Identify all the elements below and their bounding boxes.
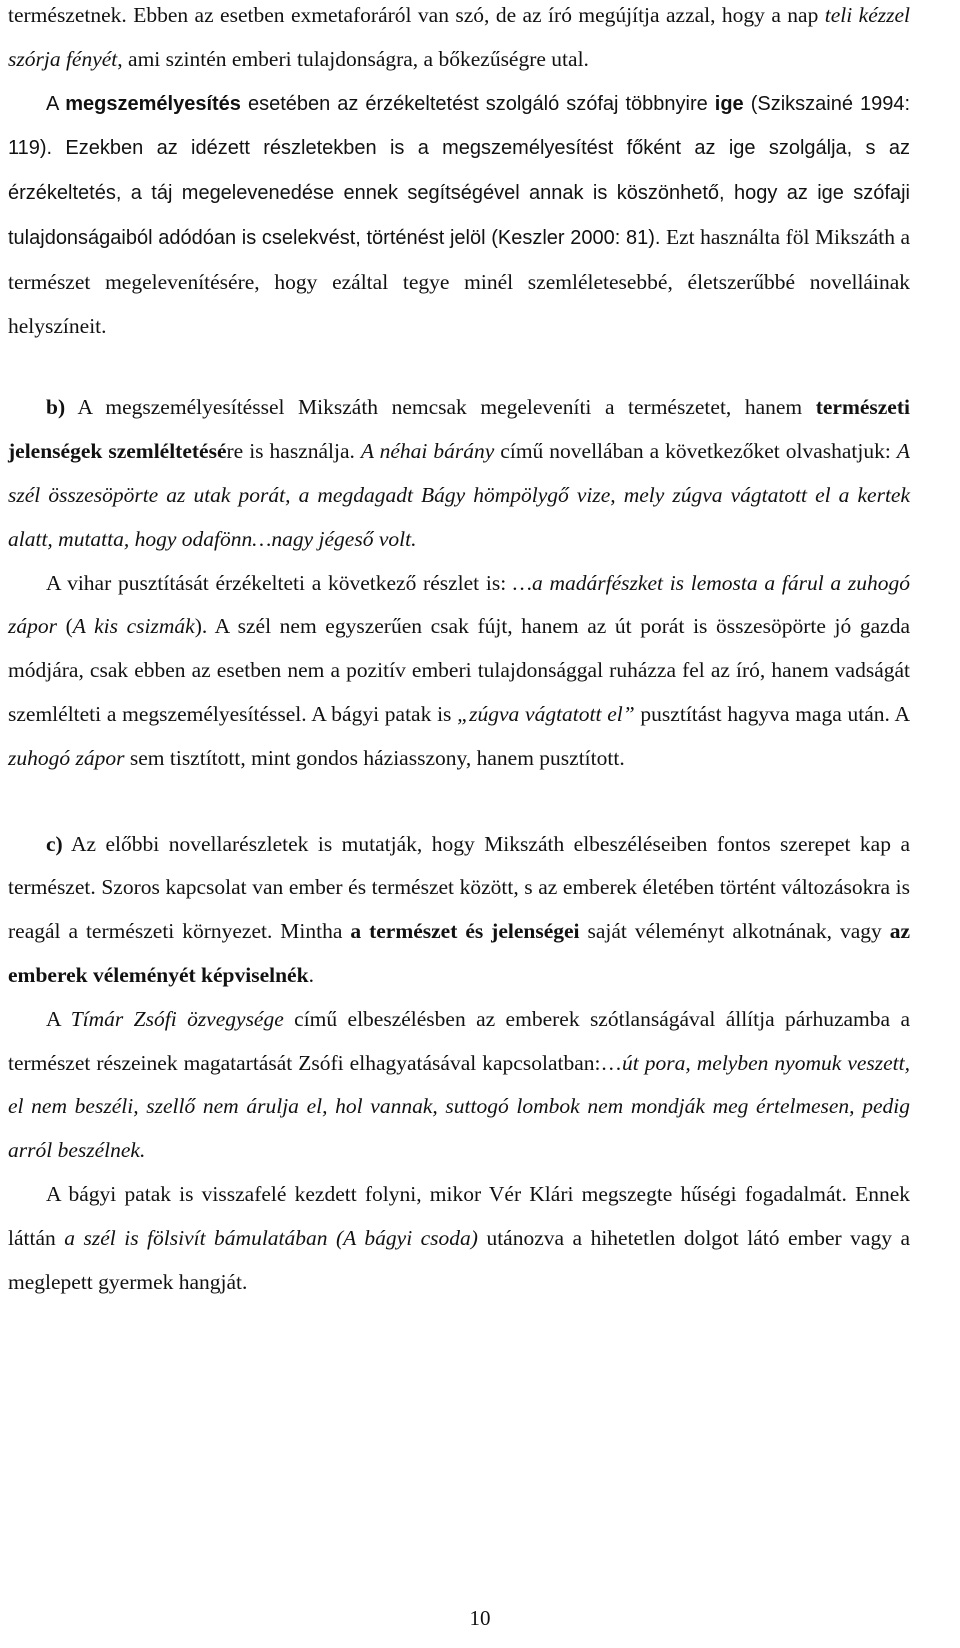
paragraph-2 [8, 82, 910, 349]
paragraph-5 [8, 823, 910, 998]
text-run: című novellában a következőket olvashatjuk: [494, 439, 897, 464]
paragraph-7 [8, 1173, 910, 1304]
text-run: utánozva a hihetetlen dolgot látó ember vagy a meglepett gyermek hangját. [8, 1225, 910, 1294]
section-marker: c) [46, 831, 63, 856]
text-run: ). A szél nem egyszerűen csak fújt, hanem az út porát is összesöpörte jó gazda módjára, csak ebben az esetben nem a pozitív emberi tulajdonsággal ruházza fel az író, hanem vadságát szemlélteti a megszemélyesítéssel. A bágyi patak is [8, 614, 910, 726]
text-run: ( [56, 614, 73, 639]
italic-quote: …a madárfészket is lemosta a fárul a zuhogó zápor [8, 570, 910, 639]
text-run: (Szikszainé 1994: 119). [8, 92, 911, 160]
text-run: természetnek. Ebben az esetben exmetaforáról van szó, de az író megújítja azzal, hogy a nap [8, 3, 825, 27]
text-run: című elbeszélésben az emberek szótlanságával állítja párhuzamba a természet részeinek magatartását Zsófi elhagyatásával kapcsolatban:… [8, 1006, 910, 1075]
italic-quote: út pora, melyben nyomuk veszett, el nem beszéli, szellő nem árulja el, hol vannak, suttogó lombok nem mondják meg értelmesen, pedig arról beszélnek. [8, 1050, 911, 1163]
text-run: sem tisztított, mint gondos háziasszony, hanem pusztított. [124, 745, 625, 770]
text-run: A vihar pusztítását érzékelteti a következő részlet is: [46, 570, 513, 595]
text-run: re is használja. [226, 439, 361, 464]
text-run: . [308, 962, 314, 987]
bold-term: ige [714, 92, 744, 115]
text-run: Az előbbi novellarészletek is mutatják, hogy Mikszáth elbeszéléseiben fontos szerepet kap a természet. Szoros kapcsolat van ember és természet között, s az emberek életében történt változásokra is reagál a természeti környezet. Mintha [8, 831, 910, 944]
paragraph-3 [8, 386, 910, 561]
text-run: A megszemélyesítéssel Mikszáth nemcsak megeleveníti a természetet, hanem [65, 395, 816, 420]
section-marker: b) [46, 395, 66, 420]
text-run: A [46, 92, 66, 115]
bold-term: a természet és jelenségei [350, 919, 580, 944]
text-run: , ami szintén emberi tulajdonságra, a bőkezűségre utal. [117, 46, 589, 71]
italic-title: A néhai bárány [360, 439, 495, 464]
italic-quote: a szél is fölsivít bámulatában (A bágyi csoda) [64, 1225, 478, 1250]
document-page [8, 0, 910, 1304]
bold-term: megszemélyesítés [65, 92, 241, 115]
text-run: A [46, 1006, 71, 1031]
paragraph-6 [8, 998, 910, 1173]
text-run: Ezekben az idézett részletekben is a megszemélyesítést főként az ige szolgálja, s az érzékeltetés, a táj megelevenedése ennek segítségével annak is köszönhető, hogy az ige szófaji tulajdonságaiból adódóan is cselekvést, történést jelöl (Keszler 2000: 81). [8, 137, 910, 249]
italic-quote: zuhogó zápor [8, 745, 125, 770]
italic-quote: teli kézzel szórja fényét [8, 3, 910, 71]
bold-term: természeti jelenségek szemléltetésé [8, 395, 910, 464]
italic-title: Tímár Zsófi özvegysége [70, 1006, 284, 1031]
italic-quote: A szél összesöpörte az utak porát, a megdagadt Bágy hömpölygő vize, mely zúgva vágtatott el a kertek alatt, mutatta, hogy odafönn…nagy jégeső volt. [8, 439, 910, 551]
italic-quote: „zúgva vágtatott el” [457, 701, 635, 726]
text-run: esetében az érzékeltetést szolgáló szófaj többnyire [240, 92, 715, 115]
page-number: 10 [469, 1606, 491, 1630]
text-run: A bágyi patak is visszafelé kezdett folyni, mikor Vér Klári megszegte hűségi fogadalmát. Ennek láttán [8, 1181, 910, 1250]
paragraph-4 [8, 562, 910, 781]
text-run: Ezt használta föl Mikszáth a természet megelevenítésére, hogy ezáltal tegye minél szemléletesebbé, életszerűbbé novelláinak helyszíneit. [8, 224, 910, 338]
paragraph-1 [8, 0, 910, 82]
text-run: pusztítást hagyva maga után. A [634, 701, 910, 726]
italic-title: A kis csizmák [72, 614, 195, 639]
bold-term: az emberek véleményét képviselnék [8, 919, 910, 987]
text-run: saját véleményt alkotnának, vagy [579, 919, 890, 944]
